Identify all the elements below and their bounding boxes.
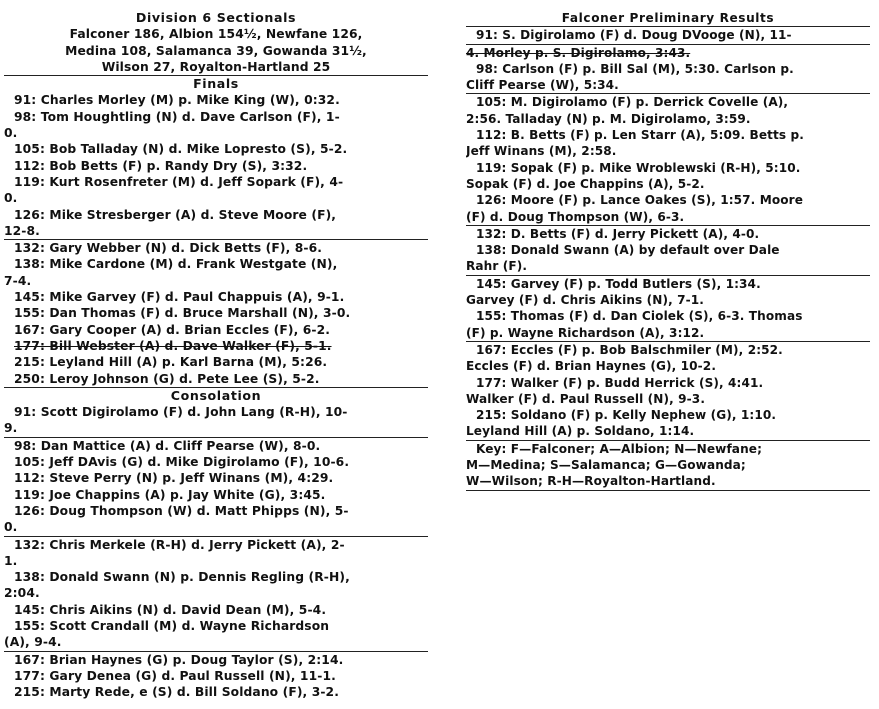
result-line: 215: Soldano (F) p. Kelly Nephew (G), 1:10.	[476, 408, 777, 423]
result-line: Leyland Hill (A) p. Soldano, 1:14.	[466, 423, 870, 440]
result-line: 167: Gary Cooper (A) d. Brian Eccles (F), 6-2.	[14, 322, 331, 337]
result-line: 138: Donald Swann (A) by default over Dale	[476, 243, 780, 258]
result-line: 4. Morley p. S. Digirolamo, 3:43.	[466, 45, 691, 60]
result-line: 126: Moore (F) p. Lance Oakes (S), 1:57. Moore	[476, 193, 804, 208]
sectionals-headline: Division 6 Sectionals	[135, 10, 297, 25]
result-line: 177: Walker (F) p. Budd Herrick (S), 4:41.	[476, 375, 764, 390]
result-line: 250: Leroy Johnson (G) d. Pete Lee (S), 5-2.	[4, 371, 428, 388]
result-line: Cliff Pearse (W), 5:34.	[466, 77, 870, 94]
result-line: (F) p. Wayne Richardson (A), 3:12.	[466, 325, 870, 342]
result-line: (A), 9-4.	[4, 634, 428, 651]
result-line: 126: Doug Thompson (W) d. Matt Phipps (N), 5-	[14, 503, 349, 518]
result-line: 215: Marty Rede, e (S) d. Bill Soldano (F), 3-2.	[14, 685, 339, 700]
result-line: 0.	[4, 126, 18, 141]
result-line: Garvey (F) d. Chris Aikins (N), 7-1.	[466, 293, 704, 308]
result-line: 112: Steve Perry (N) p. Jeff Winans (M), 4:29.	[14, 471, 334, 486]
result-line: 215: Leyland Hill (A) p. Karl Barna (M), 5:26.	[14, 355, 328, 370]
result-line: 91: Scott Digirolamo (F) d. John Lang (R-H), 10-	[14, 405, 348, 420]
falconer-preliminary-column	[466, 10, 870, 491]
result-line: 2:56. Talladay (N) p. M. Digirolamo, 3:59.	[466, 111, 751, 126]
result-line: 126: Mike Stresberger (A) d. Steve Moore (F),	[14, 207, 337, 222]
result-line: 98: Tom Houghtling (N) d. Dave Carlson (F), 1-	[14, 109, 340, 124]
team-scores-line: Wilson 27, Royalton-Hartland 25	[4, 59, 428, 76]
result-line: 9.	[4, 420, 428, 437]
result-line: Walker (F) d. Paul Russell (N), 9-3.	[466, 391, 706, 406]
preliminary-headline: Falconer Preliminary Results	[466, 10, 870, 27]
result-line: 145: Chris Aikins (N) d. David Dean (M), 5-4.	[14, 602, 327, 617]
team-key-line: W—Wilson; R-H—Royalton-Hartland.	[466, 473, 870, 490]
result-line: 132: Chris Merkele (R-H) d. Jerry Pickett (A), 2-	[14, 537, 345, 552]
result-line: 98: Carlson (F) p. Bill Sal (M), 5:30. Carlson p.	[476, 61, 794, 76]
consolation-heading: Consolation	[170, 387, 262, 403]
finals-heading: Finals	[193, 76, 239, 92]
result-line: (F) d. Doug Thompson (W), 6-3.	[466, 209, 870, 226]
result-line: Sopak (F) d. Joe Chappins (A), 5-2.	[466, 176, 705, 191]
result-line: 138: Donald Swann (N) p. Dennis Regling (R-H),	[14, 570, 350, 585]
team-key-line: M—Medina; S—Salamanca; G—Gowanda;	[466, 458, 746, 473]
result-line: Jeff Winans (M), 2:58.	[466, 144, 617, 159]
result-line: 105: Bob Talladay (N) d. Mike Lopresto (S), 5-2.	[14, 142, 348, 157]
result-line: 155: Thomas (F) d. Dan Ciolek (S), 6-3. Thomas	[476, 309, 803, 324]
result-line: 119: Sopak (F) p. Mike Wroblewski (R-H), 5:10.	[476, 160, 801, 175]
result-line: 132: D. Betts (F) d. Jerry Pickett (A), 4-0.	[476, 226, 760, 241]
result-line: 155: Scott Crandall (M) d. Wayne Richardson	[14, 618, 330, 633]
result-line: 0.	[4, 191, 18, 206]
result-line: Rahr (F).	[466, 258, 870, 275]
result-line: 91: Charles Morley (M) p. Mike King (W), 0:32.	[14, 93, 340, 108]
result-line: 167: Brian Haynes (G) p. Doug Taylor (S), 2:14.	[14, 652, 344, 667]
result-line: 132: Gary Webber (N) d. Dick Betts (F), 8-6.	[14, 241, 323, 256]
result-line: 2:04.	[4, 586, 40, 601]
result-line: 1.	[4, 553, 18, 568]
result-line: 7-4.	[4, 273, 32, 288]
result-line: 177: Bill Webster (A) d. Dave Walker (F), 5-1.	[14, 338, 332, 353]
result-line: 91: S. Digirolamo (F) d. Doug DVooge (N), 11-	[466, 27, 870, 44]
result-line: 138: Mike Cardone (M) d. Frank Westgate (N),	[14, 257, 338, 272]
division-6-sectionals-column	[4, 10, 428, 700]
result-line: 105: M. Digirolamo (F) p. Derrick Covelle (A),	[476, 95, 789, 110]
result-line: 145: Mike Garvey (F) d. Paul Chappuis (A), 9-1.	[14, 290, 345, 305]
result-line: 98: Dan Mattice (A) d. Cliff Pearse (W), 8-0.	[14, 438, 321, 453]
result-line: 119: Kurt Rosenfreter (M) d. Jeff Sopark (F), 4-	[14, 174, 344, 189]
result-line: 119: Joe Chappins (A) p. Jay White (G), 3:45.	[14, 487, 326, 502]
result-line: 145: Garvey (F) p. Todd Butlers (S), 1:34.	[476, 276, 761, 291]
result-line: 112: B. Betts (F) p. Len Starr (A), 5:09. Betts p.	[476, 128, 804, 143]
result-line: 177: Gary Denea (G) d. Paul Russell (N), 11-1.	[14, 668, 336, 683]
result-line: 105: Jeff DAvis (G) d. Mike Digirolamo (F), 10-6.	[14, 455, 350, 470]
result-line: 155: Dan Thomas (F) d. Bruce Marshall (N), 3-0.	[14, 306, 351, 321]
team-scores-line: Falconer 186, Albion 154½, Newfane 126,	[69, 27, 363, 42]
team-scores-line: Medina 108, Salamanca 39, Gowanda 31½,	[65, 43, 367, 58]
result-line: 0.	[4, 519, 428, 536]
team-key-line: Key: F—Falconer; A—Albion; N—Newfane;	[476, 441, 763, 456]
result-line: 167: Eccles (F) p. Bob Balschmiler (M), 2:52.	[476, 342, 783, 357]
result-line: 112: Bob Betts (F) p. Randy Dry (S), 3:32.	[14, 158, 308, 173]
result-line: Eccles (F) d. Brian Haynes (G), 10-2.	[466, 359, 717, 374]
result-line: 12-8.	[4, 223, 428, 240]
